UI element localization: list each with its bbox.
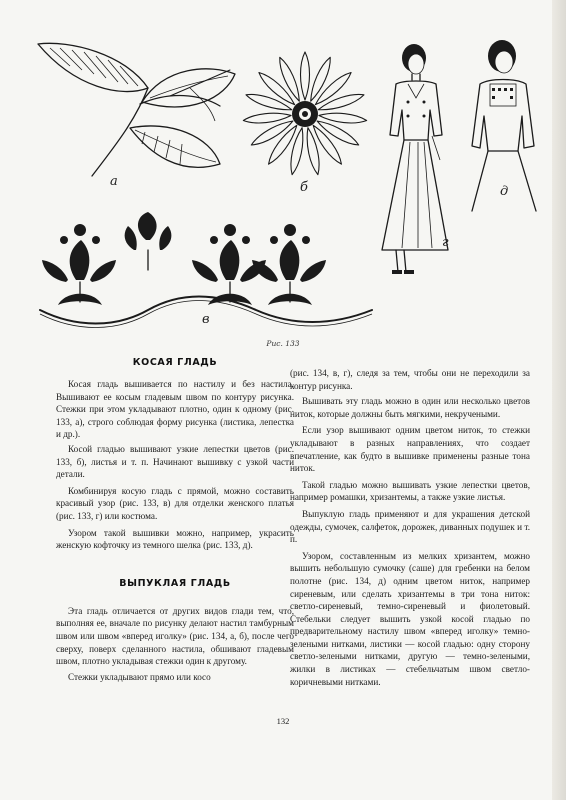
figure-caption: Рис. 133 xyxy=(266,339,300,348)
right-column xyxy=(290,367,530,688)
paragraph: Эта гладь отличается от других видов глади тем, что, выполняя ее, вначале по рисунку делают настил тамбурным швом или швом «вперед иголку» (рис. 134, а, б), после чего сверху, поверх сделанного настила, обшивают гладевым швом, плотно укладывая стежки один к другому. xyxy=(56,605,294,667)
paragraph: Стежки укладывают прямо или косо xyxy=(68,671,211,682)
figure-label-v: в xyxy=(202,312,210,327)
paragraph: Комбинируя косую гладь с прямой, можно составить красивый узор (рис. 133, в) для отделки женского платья (рис. 133, г) или костюма. xyxy=(56,485,294,521)
paragraph: Вышивать эту гладь можно в один или несколько цветов ниток, которые должны быть мягкими, некручеными. xyxy=(290,396,530,419)
left-column xyxy=(56,357,294,683)
paragraph: Выпуклую гладь применяют и для украшения детской одежды, сумочек, салфеток, дорожек, диванных подушек и т. п. xyxy=(290,508,530,545)
figure-label-g: г xyxy=(442,235,449,250)
figure-label-a: а xyxy=(110,174,118,189)
paragraph: (рис. 134, в, г), следя за тем, чтобы они не переходили за контур рисунка. xyxy=(290,368,530,391)
page-number: 132 xyxy=(276,716,290,726)
page-edge-shadow xyxy=(552,0,566,800)
figure-label-d: д xyxy=(500,184,509,199)
figure-label-b: б xyxy=(300,180,308,195)
paragraph: Узором такой вышивки можно, например, украсить женскую кофточку из темного шелка (рис. 133, д). xyxy=(56,527,294,551)
paragraph: Такой гладью можно вышивать узкие лепестки цветов, например ромашки, хризантемы, а также узкие листья. xyxy=(290,479,530,503)
paragraph: Узором, составленным из мелких хризантем, можно вышить небольшую сумочку (саше) для гребенки на белом полотне (рис. 134, д) одним цветом ниток, например сиреневым, или сделать хризантемы в три тона ниток: светло-сиреневый, темно-сиреневый и фиолетовый. Стебельки следует вышить узкой косой гладью по предварительному настилу швом «вперед иголку» темно-зелеными нитками, листики — косой гладью: одну сторону светло-зелеными нитками, другую — темно-зелеными, жилки в листиках — стебельчатым швом светло-коричневыми нитками. xyxy=(290,550,530,687)
paragraph: Косая гладь вышивается по настилу и без настила. Вышивают ее косым гладевым швом по контуру рисунка. Стежки при этом укладывают плотно, один к одному (рис. 133, а), строго соблюдая форму рисунка (листика, лепестка и др.). xyxy=(56,379,294,440)
figure-b-daisy xyxy=(240,42,370,190)
paragraph: Если узор вышивают одним цветом ниток, то стежки укладывают в разных направлениях, что создает впечатление, как будто в вышивке применены разные тона ниток. xyxy=(290,425,530,474)
heading-kosaya-glad: КОСАЯ ГЛАДЬ xyxy=(132,357,218,368)
figure-a-leaves xyxy=(30,36,240,186)
heading-vypuklaya-glad: ВЫПУКЛАЯ ГЛАДЬ xyxy=(119,577,231,589)
paragraph: Косой гладью вышивают узкие лепестки цветов (рис. 133, б), листья и т. п. Начинают вышивку с узкой части детали. xyxy=(56,443,294,480)
